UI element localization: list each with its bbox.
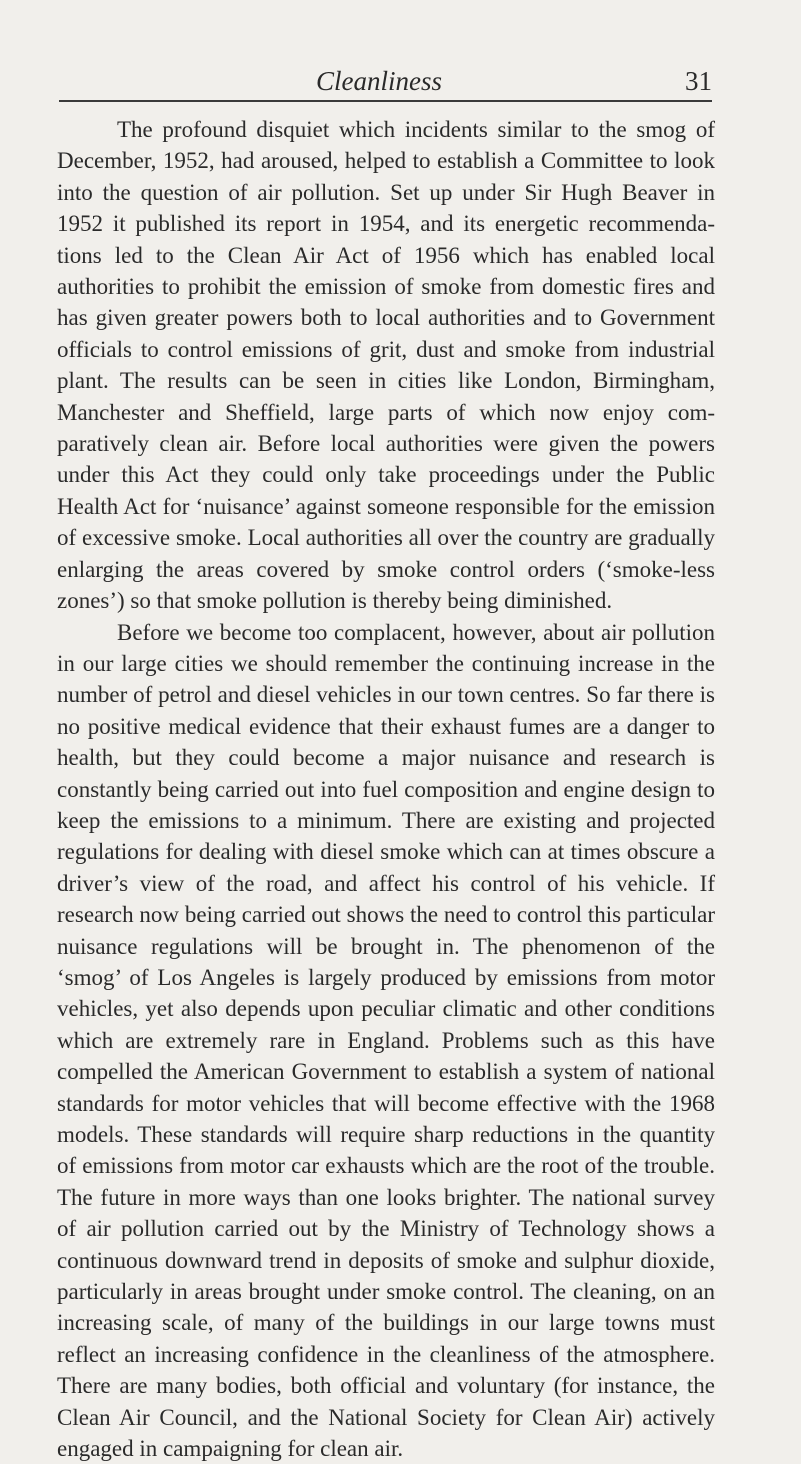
body-text — [57, 114, 715, 1464]
chapter-title: Cleanliness — [316, 66, 442, 96]
paragraph-1: The profound disquiet which incidents similar to the smog of December, 1952, had aroused, helped to establish a Committee to look into the question of air pollution. Set up under Sir Hugh Beaver in 1952 it published its report in 1954, and its energetic recommenda-tions led to the Clean Air Act of 1956 which has enabled local authorities to prohibit the emission of smoke from domestic fires and has given greater powers both to local authorities and to Government officials to control emissions of grit, dust and smoke from industrial plant. The results can be seen in cities like London, Birmingham, Manchester and Sheffield, large parts of which now enjoy com-paratively clean air. Before local authorities were given the powers under this Act they could only take proceedings under the Public Health Act for ‘nuisance’ against someone responsible for the emission of excessive smoke. Local authorities all over the country are gradually enlarging the areas covered by smoke control orders (‘smoke-less zones’) so that smoke pollution is thereby being diminished. — [57, 114, 715, 617]
paragraph-2: Before we become too complacent, however, about air pollution in our large cities we should remember the continuing increase in the number of petrol and diesel vehicles in our town centres. So far there is no positive medical evidence that their exhaust fumes are a danger to health, but they could become a major nuisance and research is constantly being carried out into fuel composition and engine design to keep the emissions to a minimum. There are existing and projected regulations for dealing with diesel smoke which can at times obscure a driver’s view of the road, and affect his control of his vehicle. If research now being carried out shows the need to control this particular nuisance regulations will be brought in. The phenomenon of the ‘smog’ of Los Angeles is largely produced by emissions from motor vehicles, yet also depends upon peculiar climatic and other conditions which are extremely rare in England. Problems such as this have compelled the American Government to establish a system of national standards for motor vehicles that will become effective with the 1968 models. These standards will require sharp reductions in the quantity of emissions from motor car exhausts which are the root of the trouble. The future in more ways than one looks brighter. The national survey of air pollution carried out by the Ministry of Technology shows a continuous downward trend in deposits of smoke and sulphur dioxide, particularly in areas brought under smoke control. The cleaning, on an increasing scale, of many of the buildings in our large towns must reflect an increasing confidence in the cleanliness of the atmosphere. There are many bodies, both official and voluntary (for instance, the Clean Air Council, and the National Society for Clean Air) actively engaged in campaigning for clean air. — [57, 617, 715, 1464]
page-number: 31 — [685, 66, 712, 96]
running-head — [59, 66, 712, 102]
